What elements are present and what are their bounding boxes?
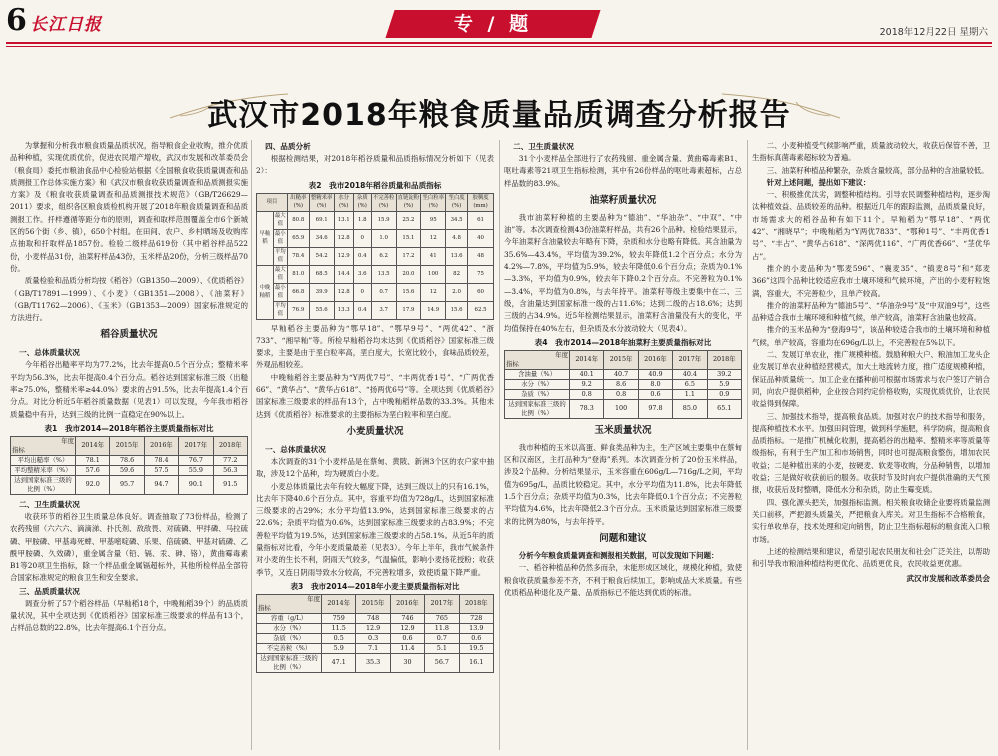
- table-row: 平均值 78.4 54.2 12.9 0.4 6.2 17.2 41 13.6 48: [257, 247, 494, 265]
- table1-corner: 年度 指标: [12, 436, 74, 454]
- issues-lead: 分析今年粮食质量调查和测报相关数据，可以发现如下问题：: [518, 550, 719, 560]
- column-1: [10, 140, 248, 752]
- table1-year: 2016年: [144, 436, 178, 455]
- column-divider: [499, 140, 500, 750]
- table-row: 杂质（%） 0.8 0.8 0.6 1.1 0.9: [505, 389, 742, 399]
- column-4: [752, 140, 990, 752]
- table-row: 中晚籼稻 最大值 81.0 68.5 14.4 3.6 13.5 20.0 100 82 75: [257, 265, 494, 283]
- rapeseed-section-heading: 油菜籽质量状况: [589, 194, 657, 206]
- intro-paragraph: 为掌握和分析我市粮食质量品质状况，指导粮食企业收购，推介优质品种种植，实现优质优价，促进农民增产增收，武汉市发展和改革委员会（粮食局）委托市粮油食品中心检验站根据《全国粮食收获质量调查和品质测报工作总体实施方案》和《武汉市粮食收获质量调查和品质测报实施方案》及《粮食收获质量调查和品质测报技术规范》（GB/T26629—2011）要求，组织各区粮食质检机构开展了2018年粮食质量调查和品质测报工作。扦样遵循等距分布的原则，调查和取样范围覆盖全市6个新城区的56个街（乡、镇），650个村组。在田间、农户、乡村晒场及收购库点抽取和扦取样品1857份。检验二级样品619份（其中稻谷样品522份，小麦样品31份，油菜籽样品43份，玉米样品20份，分析三级样品70份。: [10, 141, 248, 273]
- table1-year: 2015年: [110, 436, 144, 455]
- wheat-recommend-text: 推介的小麦品种为“鄂麦596”、“襄麦35”、“镇麦8号”和“郑麦366”这四个品种比较适应我市土壤环境和气候环境，产出的小麦籽粒饱满，容重大，不完善粒少，且单产较高。: [752, 263, 990, 298]
- closing-text: 上述的检测结果和建议，希望引起农民朋友和社会广泛关注，以帮助和引导我市粮油种植结构更优化、品质更优良，农民收益更优惠。: [752, 546, 990, 569]
- rice-quality-table: [10, 436, 248, 495]
- rapeseed-recommend-text: 推介的油菜籽品种为“德油5号”、“华油杂9号”及“中双油9号”，这些品种适合我市土壤环境和种植气候，单产较高，油菜籽含油量也较高。: [752, 300, 990, 323]
- table-row: 杂质（%） 0.5 0.3 0.6 0.7 0.6: [257, 633, 494, 643]
- table1-year: 2014年: [76, 436, 110, 455]
- table-row: 最小值 66.8 39.9 12.8 0 0.7 15.6 12 2.0 60: [257, 283, 494, 301]
- table4-caption: 表4 我市2014—2018年油菜籽主要质量指标对比: [534, 337, 712, 347]
- corn-text: 我市种植的玉米以高蛋、鲜食类品种为主，生产区域主要集中在蔡甸区和汉南区，主打品种为“登海”系列。本次调查分析了20份玉米样品，涉及2个品种。分析结果显示，玉米容重在606g/L—716g/L之间，平均值为695g/L，品质比较稳定。其中，水分平均值为11.8%，比去年降低1.5个百分点；杂质平均值为0.3%，比去年降低0.1个百分点；不完善粒平均值为4.6%，比去年降低2.3个百分点。玉米质量达到国家标准三级要求的比例为80%，与去年持平。: [504, 442, 742, 526]
- column-divider: [747, 140, 748, 750]
- suggestion-4-text: 四、强化源头把关，加强指标监测。相关粮食收储企业要将质量监测关口前移，严把源头质量关，严把粮食入库关。对卫生指标不合格粮食，实行单收单存，技术处理和定向销售，防止卫生指标超标的粮食流入口粮市场。: [752, 497, 990, 544]
- issue-1-text: 一、稻谷种植品种仍然多而杂，未能形成区域化，规模化种植，致使粮食收获质量参差不齐，不利于粮食后续加工，影响成品大米质量。有些优质稻品种退化及产量、品质指标已不能达到优质的标准。: [504, 563, 742, 597]
- early-rice-text: 早籼稻谷主要品种为“鄂早18”、“鄂早9号”、“两优42”、“浙733”、“湘早籼”等。所检早籼稻谷均未达到《优质稻谷》国家标准三级要求，主要是由于垩白粒率高，垩白度大，长宽比较小，食味品质较差，外观品相较差。: [256, 323, 494, 370]
- wheat-hygiene-heading: 二、卫生质量状况: [513, 142, 574, 151]
- table3-corner: 年度 指标: [258, 594, 320, 612]
- rice-overall-heading: 一、总体质量状况: [19, 348, 80, 358]
- table-row: 水分（%） 9.2 8.6 8.0 6.5 5.9: [505, 379, 742, 389]
- table-row: 水分（%） 11.5 12.9 12.9 11.8 13.9: [257, 623, 494, 633]
- table-row: 平均整精米率（%） 57.6 59.6 57.5 55.9 56.3: [11, 465, 248, 475]
- rice-quality-text: 调查分析了57个稻谷样品（早籼稻18个，中晚籼稻39个）的品质质量状况，其中全项达到《优质稻谷》国家标准三级要求的样品有13个，占样品总数的22.8%，比去年提高6.1个百分点。: [10, 598, 248, 633]
- page-header: [0, 0, 998, 44]
- wheat-overall-text-2: 小麦总体质量比去年有较大幅度下降，达到三级以上的只有16.1%，比去年下降40.6个百分点。其中，容重平均值为728g/L，达到国家标准三级要求的占29%；水分平均值13.9%，达到国家标准三级要求的占22.6%；杂质平均值为0.6%，达到国家标准三级要求的占83.9%；不完善粒平均值为19.5%，达到国家标准三级要求的占58.1%。从近5年的质量指标对比看，今年小麦质量最差（见表3）。今年上半年，我市气候条件对小麦的生长不利，阴雨天气较多，气温偏低，影响小麦扬花授粉；收获季节，又连日阴雨导致水分较高，不完善粒增多，致使质量下降严重。: [256, 481, 494, 577]
- rice-overall-text: 今年稻谷出糙率平均为77.2%，比去年提高0.5个百分点；整精米率平均为56.3%，比去年提高0.4个百分点。稻谷达到国家标准三级（出糙率≥75.0%，整精米率≥44.0%）要求的占91.5%，比去年提高1.4个百分点。对比分析近5年稻谷质量数据（见表1）可以发现，今年我市稻谷质量稳中有升，达到三级的比例一直稳定在90%以上。: [10, 360, 248, 419]
- rice-indicator-table: 项目 出糙率(%) 整精米率(%) 水分(%) 杂质(%) 不完善粒(%) 直链淀粉(%) 垩白粒率(%) 垩白度(%) 胶稠度(mm) 早籼稻 最大值 80.8 69.1 13.1 1.8 15.9 25.2 95 34.5 61 最小值 65.9 34.6 12.8 0 1.0 15.1 12 4.8 40 平均值 78.4 54.2 12.9 0.4 6.2 17.2 41 13.6 48 中晚籼稻 最大值 81.0 68.5 14.4 3.6 13.5 20.0 100 82 75 最小值 66.8 39.9 12.8 0 0.7 15.6 12 2.0 60 平均值 76.9 55.6 13.3 0.4 3.7 17.9 14.9 15.6 62.5: [256, 193, 494, 320]
- wheat-quality-table: 年度 指标 2014年 2015年 2016年 2017年 2018年 容重（g/L） 759 748 746 765 728 水分（%） 11.5 12.9 12.9 11.8 13.9 杂质（%） 0.5 0.3 0.6 0.7 0.6 不完善粒（%） 5.9 7.1 11.4 5.1 19.5 达到国家标准三级的比例（%） 47.1 35.3 30 56.7 16.1: [256, 594, 494, 673]
- table-row: 达到国家标准三级的比例（%） 78.3 100 97.8 85.0 65.1: [505, 399, 742, 418]
- table-row: 早籼稻 最大值 80.8 69.1 13.1 1.8 15.9 25.2 95 34.5 61: [257, 211, 494, 229]
- rapeseed-text: 我市油菜籽种植的主要品种为“德油”、“华油杂”、“中双”、“中油”等。本次调查检测43份油菜籽样品，共有26个品种。检验结果显示，今年油菜籽含油量较去年略有下降，杂质和水分也略有降低。其含油量为35.6%—43.4%，平均值为39.2%，较去年降低1.2个百分点；水分为4.2%—7.8%，平均值为5.9%，较去年降低0.6个百分点；杂质为0.1%—3.3%，平均值为0.9%，较去年下降0.2个百分点。不完善粒为0.1%—3.4%，平均值为0.8%，与去年持平。油菜籽等级主要集中在二、三级，含油量达到国家标准一级的占11.6%；达到二级的占18.6%；达到三级的占34.9%。近5年检测结果显示，油菜籽含油量没有大的变化，平均值保持在40%左右，但杂质及水分波动较大（见表4）。: [504, 212, 742, 333]
- wheat-section-heading: 小麦质量状况: [346, 425, 404, 437]
- header-rule-thin: [6, 46, 992, 47]
- table2-caption: 表2 我市2018年稻谷质量和品质指标: [308, 180, 442, 190]
- rice-analysis-text: 根据检测结果，对2018年稻谷质量和品质指标情况分析如下（见表2）：: [256, 154, 494, 176]
- issue-3-text: 三、油菜籽种植品种繁杂，杂质含量较高，部分品种的含油量较低。: [766, 165, 989, 175]
- table1-year: 2018年: [213, 436, 247, 455]
- table-row: 容重（g/L） 759 748 746 765 728: [257, 613, 494, 623]
- column-3: [504, 140, 742, 752]
- table-row: 不完善粒（%） 5.9 7.1 11.4 5.1 19.5: [257, 643, 494, 653]
- table-row: 平均值 76.9 55.6 13.3 0.4 3.7 17.9 14.9 15.6 62.5: [257, 301, 494, 319]
- table-row: 达到国家标准三级的比例（%） 47.1 35.3 30 56.7 16.1: [257, 653, 494, 672]
- rice-section-heading: 稻谷质量状况: [100, 329, 158, 341]
- table3-caption: 表3 我市2014—2018年小麦主要质量指标对比: [290, 581, 460, 591]
- table4-corner: 年度 指标: [506, 350, 568, 368]
- table-row: 达到国家标准三级的比例（%） 92.0 95.7 94.7 90.1 91.5: [11, 475, 248, 494]
- rice-analysis-heading: 四、品质分析: [265, 142, 311, 151]
- column-divider: [251, 140, 252, 750]
- corn-recommend-text: 推介的玉米品种为“登海9号”，该品种较适合我市的土壤环境和种植气候，单产较高，容重均在696g/L以上，不完善粒在5%以下。: [752, 325, 990, 347]
- late-rice-text: 中晚籼稻谷主要品种为“Y两优7号”、“丰两优香1号”、“广两优香66”、“黄华占”、“黄华占618”、“扬两优6号”等。全项达到《优质稻谷》国家标准三级要求的样品有13个，占中晚籼稻样品数的33.3%。其他未达到《优质稻谷》标准要求的主要指标为垩白粒率和垩白度。: [256, 372, 494, 419]
- wheat-overall-heading: 一、总体质量状况: [265, 444, 326, 454]
- table1-caption: 表1 我市2014—2018年稻谷主要质量指标对比: [44, 423, 214, 433]
- wheat-hygiene-text: 31个小麦样品全部进行了农药残留、重金属含量、黄曲霉毒素B1、呕吐毒素等21项卫生指标检测，其中有26份样品的呕吐毒素超标，占总样品数的83.9%。: [504, 154, 742, 188]
- rice-hygiene-text: 收获环节的稻谷卫生质量总体良好。调查抽取了73份样品，检测了农药残留（六六六、滴滴涕、扑氏剂、敌敌畏、对硫磷、甲拌磷、马拉硫磷、甲胺磷、甲基毒死蜱、甲基嘧啶磷、乐果、倍硫磷、甲基对硫磷、乙酰甲胺磷、久效磷），重金属含量（铅、镉、汞、砷、铬），黄曲霉毒素B1等20项卫生指标，除一个样品重金属镉超标外，其他所检样品全部符合国家标准规定的粮食卫生和安全要求。: [10, 511, 248, 583]
- intro-paragraph-2: 质量检验和品质分析均按《稻谷》（GB1350—2009）、《优质稻谷》（GB/T17891—1999）、《小麦》（GB1351—2008）、《油菜籽》（GB/T11762—2006）、《玉米》（GB1353—2009）国家标准规定的方法进行。: [10, 276, 248, 323]
- issues-section-heading: 问题和建议: [599, 532, 647, 544]
- rice-hygiene-heading: 二、卫生质量状况: [19, 499, 80, 509]
- table-row: 平均出糙率（%） 78.1 78.6 78.4 76.7 77.2: [11, 455, 248, 465]
- column-2: [256, 140, 494, 752]
- table-row: 最小值 65.9 34.6 12.8 0 1.0 15.1 12 4.8 40: [257, 229, 494, 247]
- suggestion-1-text: 一、积极推优汰劣，调整种植结构。引导农民调整种植结构，逐步淘汰种植效益、品质较差的品种。根据近几年的跟踪监测，品质质量良好，市场需求大的稻谷品种有如下11个。早籼稻为“鄂早18”、“两优42”、“湘晓早”；中晚籼稻为“Y两优7833”、“鄂种1号”、“丰两优香1号”、“丰占”、“黄华占618”、“深两优116”、“广两优香66”、“茎优华占”。: [752, 190, 990, 261]
- section-label: 专 / 题: [453, 13, 533, 35]
- page-number: 6: [6, 3, 27, 38]
- table-row: 含油量（%） 40.1 40.7 40.9 40.4 39.2: [505, 369, 742, 379]
- header-rule: [6, 42, 992, 44]
- rapeseed-quality-table: 年度 指标 2014年 2015年 2016年 2017年 2018年 含油量（%） 40.1 40.7 40.9 40.4 39.2 水分（%） 9.2 8.6 8.0 6.5 5.9 杂质（%） 0.8 0.8 0.6 1.1 0.9 达到国家标准三级的比例（%） 78.3 100 97.8 85.0 65.1: [504, 350, 742, 419]
- wheat-overall-text: 本次调查的31个小麦样品是在蔡甸、黄陂、新洲3个区的农户家中抽取，涉及12个品种，均为硬质白小麦。: [256, 456, 494, 479]
- issue-2-text: 二、小麦种植受气候影响严重，质量波动较大，收获后保管不善，卫生指标真菌毒素超标较为普遍。: [752, 141, 990, 163]
- table1-year: 2017年: [179, 436, 213, 455]
- article-title: 武汉市2018年粮食质量品质调查分析报告: [207, 98, 791, 133]
- author-signature: 武汉市发展和改革委员会: [906, 574, 990, 584]
- paper-logo: 长江日报: [30, 15, 102, 35]
- issue-date: 2018年12月22日 星期六: [879, 27, 988, 38]
- corn-section-heading: 玉米质量状况: [594, 424, 652, 436]
- rice-quality-heading: 三、品质质量状况: [19, 586, 80, 596]
- suggestion-2-text: 二、发展订单农业，推广规模种植。鼓励种粮大户、粮油加工龙头企业发展订单农业种植经营模式，加大土地流转力度，推广适度规模种植，保证品种质量统一。加工企业在播种前可根据市场需求与农户签订产销合同，向农户提供稻种，企业按合同约定价格收购，实现优质优价，让农民收益得到保障。: [752, 350, 990, 409]
- suggestion-3-text: 三、加强技术指导，提高粮食品质。加强对农户的技术指导和服务，提高种植技术水平。加强田间管理，做到科学施肥，科学防病，提高粮食品质指标。一是推广机械化收割，提高稻谷的出糙率、整精米率等质量等级指标，有利于生产加工和市场销售，同时也可提高粮食整伤，增加农民收益；二是种植出来的小麦，按硬麦、软麦等收购，分品种销售，以增加收益；三是做好收获前后的服务。收获时节及时向农户提供准确的天气预报，收获后及时整晒，降低水分和杂质，防止生霉变质。: [752, 411, 990, 495]
- suggestions-lead: 针对上述问题，提出如下建议：: [766, 177, 871, 187]
